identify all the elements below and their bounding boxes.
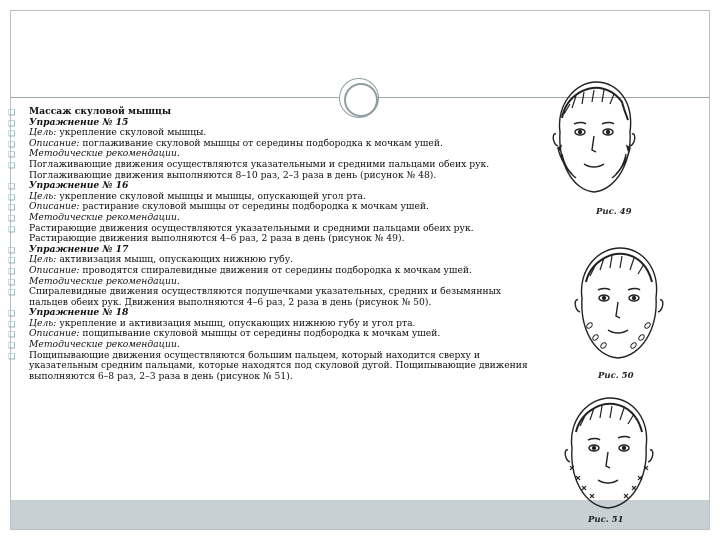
item-text: Спиралевидные движения осуществляются подушечками указательных, средних и безымянных пальцев обеих рук. Движения выполняются 4–6 раз, 2 раза в день (рисунок № 50). <box>29 286 502 308</box>
bullet-icon: ❏ <box>8 150 16 160</box>
bullet-icon: ❏ <box>8 330 16 340</box>
item-label: Описание: <box>29 264 80 276</box>
item-text: Пощипывающие движения осуществляются большим пальцем, который находится сверху и указательным средним пальцами, которые находятся под скуловой дугой. Пощипывающие движения выполняются 6–8 раз, 2–3 раза в день (рисунок № 51). <box>29 349 528 382</box>
item-label: Цель: <box>29 254 57 266</box>
item-text: Массаж скуловой мышцы <box>29 106 172 117</box>
item-text: проводятся спиралевидные движения от середины подбородка к мочкам ушей. <box>79 264 472 276</box>
item-label: Описание: <box>29 201 80 213</box>
face-illustration-stroking <box>546 74 642 200</box>
bullet-icon: ❏ <box>8 245 16 255</box>
bullet-icon: ❏ <box>8 224 16 234</box>
list-item <box>8 351 528 383</box>
item-text: активизация мышц, опускающих нижнюю губу. <box>56 254 294 266</box>
item-text: укрепление скуловой мышцы. <box>56 127 207 139</box>
bullet-icon: ❏ <box>8 266 16 276</box>
item-text: Поглаживающие движения осуществляются указательными и средними пальцами обеих рук. Поглаживающие движения выполняются 8–10 раз, 2–3 раза в день (рисунок № 48). <box>29 158 490 181</box>
item-text: пощипывание скуловой мышцы от середины подбородка к мочкам ушей. <box>79 328 441 340</box>
figure-49 <box>546 74 642 200</box>
item-label: Описание: <box>29 328 80 340</box>
item-text: Методические рекомендации. <box>29 275 180 287</box>
face-illustration-spiral <box>566 240 672 366</box>
exercise-text-list <box>8 107 528 382</box>
bullet-icon: ❏ <box>8 256 16 266</box>
bullet-icon: ❏ <box>8 129 16 139</box>
figure-49-caption: Рис. 49 <box>596 207 632 217</box>
face-illustration-pinching <box>556 392 662 514</box>
bullet-icon: ❏ <box>8 277 16 287</box>
item-text: Растирающие движения осуществляются указательными и средними пальцами обеих рук. Растирающие движения выполняются 4–6 раз, 2 раза в день (рисунок № 49). <box>29 222 474 245</box>
bullet-icon: ❏ <box>8 203 16 213</box>
item-text: Упражнение № 15 <box>29 116 129 128</box>
figure-51 <box>556 392 662 514</box>
bullet-icon: ❏ <box>8 108 16 117</box>
item-label: Цель: <box>29 317 57 329</box>
list-item <box>8 160 528 181</box>
item-text: укрепление скуловой мышцы и мышцы, опускающей угол рта. <box>56 190 366 202</box>
item-text: Упражнение № 17 <box>29 243 129 255</box>
figure-50-caption: Рис. 50 <box>598 371 634 381</box>
bullet-icon: ❏ <box>8 160 16 170</box>
item-text: Методические рекомендации. <box>29 339 180 351</box>
bullet-icon: ❏ <box>8 351 16 361</box>
figure-51-caption: Рис. 51 <box>588 515 624 525</box>
item-text: растирание скуловой мышцы от середины подбородка к мочкам ушей. <box>79 201 429 213</box>
item-text: Упражнение № 18 <box>29 307 129 319</box>
bullet-icon: ❏ <box>8 213 16 223</box>
item-text: укрепление и активизация мышц, опускающих нижнюю губу и угол рта. <box>56 317 416 329</box>
item-label: Описание: <box>29 137 80 149</box>
item-label: Цель: <box>29 190 57 202</box>
item-label: Цель: <box>29 127 57 139</box>
item-text: Методические рекомендации. <box>29 148 180 160</box>
item-text: поглаживание скуловой мышцы от середины подбородка к мочкам ушей. <box>79 137 443 149</box>
bullet-icon: ❏ <box>8 182 16 192</box>
bullet-icon: ❏ <box>8 288 16 298</box>
figure-50 <box>566 240 672 366</box>
bullet-icon: ❏ <box>8 341 16 351</box>
bullet-icon: ❏ <box>8 118 16 128</box>
item-text: Упражнение № 16 <box>29 180 129 192</box>
bullet-icon: ❏ <box>8 319 16 329</box>
item-text: Методические рекомендации. <box>29 211 180 223</box>
bullet-icon: ❏ <box>8 309 16 319</box>
list-item <box>8 287 528 308</box>
bullet-icon: ❏ <box>8 139 16 149</box>
bullet-icon: ❏ <box>8 192 16 202</box>
list-item <box>8 224 528 245</box>
